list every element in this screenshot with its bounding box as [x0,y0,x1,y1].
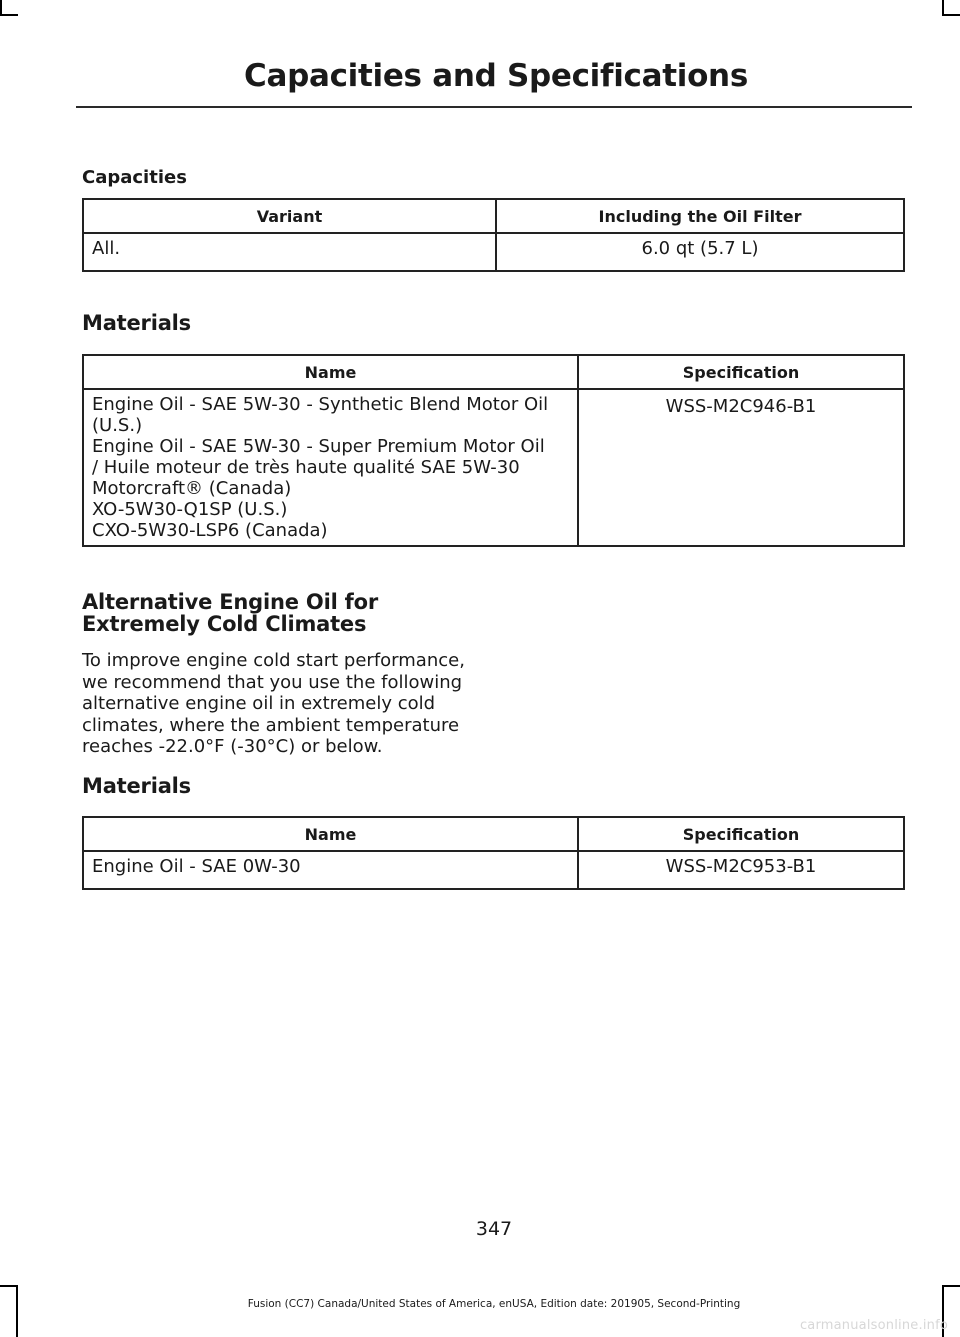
column-header-variant: Variant [83,199,496,233]
oil-name-cell: Engine Oil - SAE 0W-30 [83,851,578,889]
materials-table-2 [82,816,905,890]
oil-name-line: CXO-5W30-LSP6 (Canada) [92,520,328,541]
oil-name-line: (U.S.) [92,415,143,436]
oil-name-line: Motorcraft® (Canada) [92,478,292,499]
oil-name-line: XO-5W30-Q1SP (U.S.) [92,499,288,520]
oil-name-line: Engine Oil - SAE 5W-30 - Synthetic Blend Motor Oil [92,394,549,415]
crop-mark-top-left-h [0,14,18,16]
watermark: carmanualsonline.info [799,1318,948,1333]
crop-mark-top-left [0,0,2,14]
table-header-row [83,199,904,233]
column-header-name: Name [83,355,578,389]
oil-name-line: / Huile moteur de très haute qualité SAE 5W-30 [92,457,520,478]
column-header-specification: Specification [578,817,904,851]
oil-name-line: Engine Oil - SAE 5W-30 - Super Premium Motor Oil [92,436,545,457]
oil-name-cell [83,389,578,546]
capacities-heading: Capacities [82,167,187,188]
materials-heading-2: Materials [82,774,191,798]
header-divider [76,106,912,108]
table-row [83,389,904,546]
crop-mark-top-right [942,0,944,14]
capacity-cell: 6.0 qt (5.7 L) [496,233,904,271]
crop-mark-top-right-h [942,14,960,16]
paragraph-line: alternative engine oil in extremely cold [82,693,436,714]
variant-cell: All. [83,233,496,271]
table-header-row [83,817,904,851]
crop-mark-bottom-left-v [16,1285,18,1337]
heading-line: Extremely Cold Climates [82,612,367,636]
capacities-table [82,198,905,272]
column-header-name: Name [83,817,578,851]
column-header-oil-filter: Including the Oil Filter [496,199,904,233]
materials-table [82,354,905,547]
table-header-row [83,355,904,389]
paragraph-line: we recommend that you use the following [82,671,463,693]
crop-mark-bottom-right [942,1285,960,1287]
table-row [83,851,904,889]
paragraph-line: climates, where the ambient temperature [82,714,460,736]
column-header-specification: Specification [578,355,904,389]
alternative-oil-paragraph [82,650,502,758]
paragraph-line: reaches -22.0°F (-30°C) or below. [82,736,383,757]
specification-cell: WSS-M2C953-B1 [578,851,904,889]
page-number: 347 [475,1218,513,1240]
page-title: Capacities and Specifications [244,58,748,94]
specification-cell: WSS-M2C946-B1 [578,389,904,546]
materials-heading: Materials [82,311,191,335]
heading-line: Alternative Engine Oil for [82,590,378,614]
table-row [83,233,904,271]
footer-edition-info: Fusion (CC7) Canada/United States of America, enUSA, Edition date: 201905, Second-Printing [247,1298,741,1310]
alternative-oil-heading [82,591,378,635]
paragraph-line: To improve engine cold start performance, [82,650,465,671]
